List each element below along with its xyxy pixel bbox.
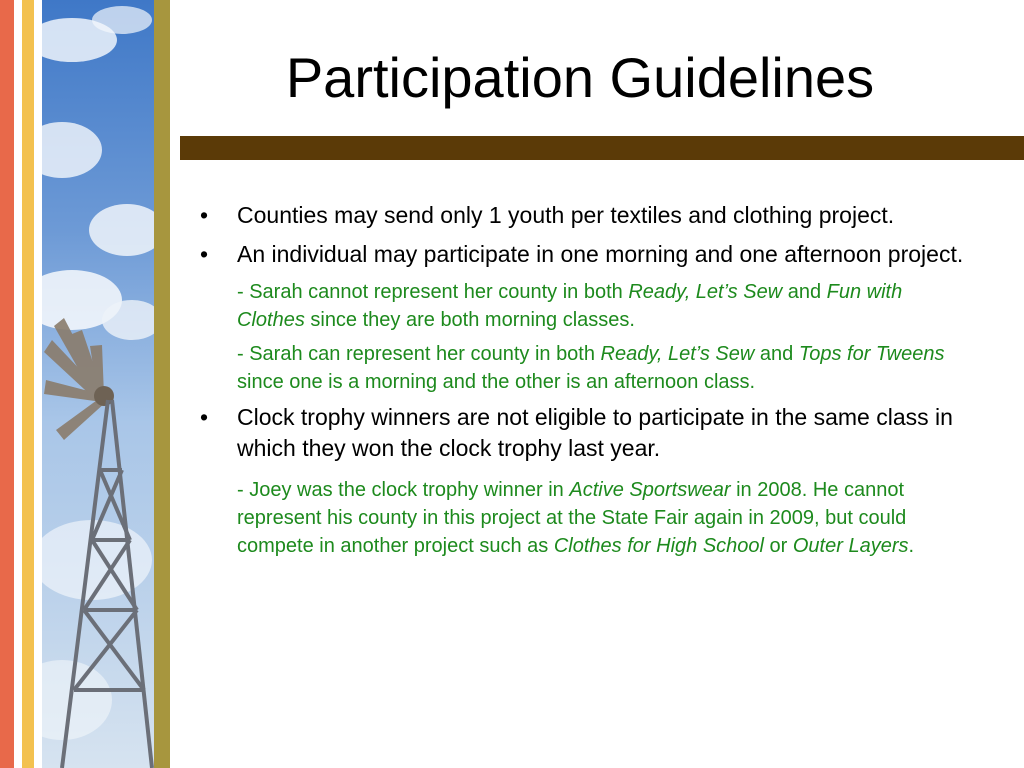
note-text: - Sarah cannot represent her county in both xyxy=(237,281,629,303)
bullet-marker: • xyxy=(200,404,209,430)
example-note xyxy=(196,278,966,334)
class-name: Tops for Tweens xyxy=(798,343,945,365)
note-text: and xyxy=(782,281,827,303)
note-text: in 2008. He cannot represent his county in this project at the State Fair again in 2009, but could compete in another project such as xyxy=(237,479,907,557)
example-note xyxy=(196,476,966,560)
note-text: - Joey was the clock trophy winner in xyxy=(237,479,570,501)
slide-title: Participation Guidelines xyxy=(285,46,875,109)
bullet-item xyxy=(196,402,966,464)
note-text: since they are both morning classes. xyxy=(304,309,635,331)
title-underline-bar xyxy=(180,136,1024,160)
slide-content xyxy=(196,200,966,566)
bullet-item xyxy=(196,200,966,231)
left-yellow-stripe xyxy=(22,0,34,768)
class-name: Outer Layers xyxy=(792,535,909,557)
note-text: since one is a morning and the other is an afternoon class. xyxy=(237,371,756,393)
class-name: Active Sportswear xyxy=(569,479,731,501)
left-olive-stripe xyxy=(154,0,170,768)
bullet-text: An individual may participate in one morning and one afternoon project. xyxy=(237,241,964,267)
note-text: . xyxy=(908,535,915,557)
class-name: Fun with Clothes xyxy=(237,281,903,331)
bullet-text: Clock trophy winners are not eligible to participate in the same class in which they won the clock trophy last year. xyxy=(237,404,953,461)
note-text: - Sarah can represent her county in both xyxy=(237,343,601,365)
class-name: Ready, Let’s Sew xyxy=(600,343,755,365)
bullet-text: Counties may send only 1 youth per textiles and clothing project. xyxy=(237,202,895,228)
class-name: Clothes for High School xyxy=(553,535,764,557)
note-text: or xyxy=(763,535,793,557)
windmill-sky-photo xyxy=(42,0,154,768)
class-name: Ready, Let’s Sew xyxy=(628,281,783,303)
example-note xyxy=(196,340,966,396)
bullet-marker: • xyxy=(200,202,209,228)
bullet-marker: • xyxy=(200,241,209,267)
left-orange-stripe xyxy=(0,0,14,768)
bullet-item xyxy=(196,239,966,270)
windmill-illustration xyxy=(42,0,154,768)
note-text: and xyxy=(754,343,799,365)
